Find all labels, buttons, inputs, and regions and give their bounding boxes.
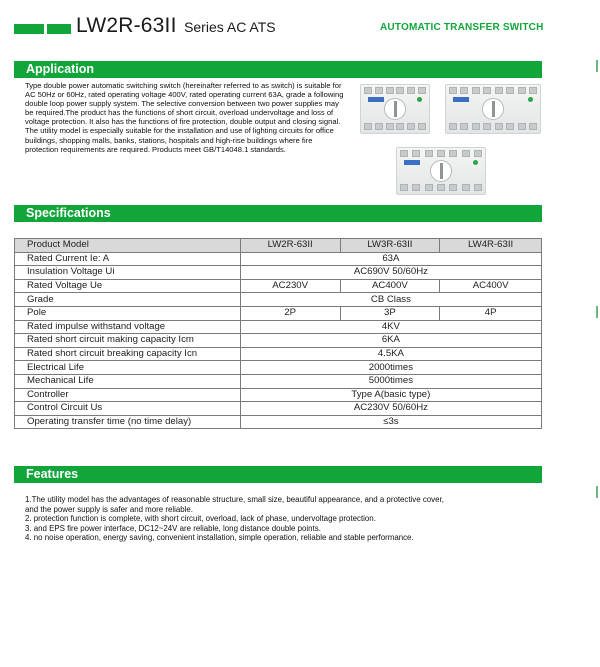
row-value: 5000times	[240, 374, 541, 388]
product-photo	[396, 147, 486, 195]
row-label: Mechanical Life	[15, 374, 241, 388]
row-label: Rated impulse withstand voltage	[15, 320, 241, 334]
selector-knob-icon	[384, 98, 406, 120]
feature-item: 2. protection function is complete, with short circuit, overload, lack of phase, undervoltage protection.	[25, 514, 376, 524]
features-heading-bar	[14, 466, 542, 483]
table-row	[15, 347, 542, 361]
page-title	[76, 14, 276, 38]
specifications-heading-bar	[14, 205, 542, 222]
specifications-table	[14, 238, 542, 429]
table-row	[15, 320, 542, 334]
table-row	[15, 361, 542, 375]
row-label: Grade	[15, 293, 241, 307]
page-header	[14, 14, 600, 44]
table-row	[15, 388, 542, 402]
row-value: AC230V 50/60Hz	[240, 402, 541, 416]
row-value: CB Class	[240, 293, 541, 307]
column-header: Product Model	[15, 239, 241, 253]
header-tagline: AUTOMATIC TRANSFER SWITCH	[380, 22, 544, 33]
features-heading: Features	[26, 467, 79, 481]
row-value: 4P	[440, 306, 542, 320]
selector-knob-icon	[482, 98, 504, 120]
table-row	[15, 279, 542, 293]
series-name: Series AC ATS	[184, 19, 276, 35]
table-header-row	[15, 239, 542, 253]
row-value: 4KV	[240, 320, 541, 334]
features-list	[25, 495, 445, 543]
row-label: Operating transfer time (no time delay)	[15, 415, 241, 429]
product-photo	[445, 84, 541, 134]
edge-mark	[596, 306, 598, 318]
row-label: Insulation Voltage Ui	[15, 266, 241, 280]
row-label: Rated short circuit making capacity Icm	[15, 334, 241, 348]
row-label: Rated short circuit breaking capacity Icn	[15, 347, 241, 361]
row-label: Rated Voltage Ue	[15, 279, 241, 293]
feature-item: 1.The utility model has the advantages of reasonable structure, small size, beautiful appearance, and a protective cover, and the power supply is safer and more reliable.	[25, 495, 444, 514]
table-row	[15, 306, 542, 320]
row-label: Electrical Life	[15, 361, 241, 375]
row-value: 2000times	[240, 361, 541, 375]
header-accent-bar	[47, 24, 71, 34]
table-row	[15, 252, 542, 266]
table-row	[15, 402, 542, 416]
header-accent-bar	[14, 24, 44, 34]
application-heading: Application	[26, 62, 95, 76]
row-label: Pole	[15, 306, 241, 320]
row-label: Rated Current Ie: A	[15, 252, 241, 266]
selector-knob-icon	[430, 160, 452, 182]
row-value: 4.5KA	[240, 347, 541, 361]
edge-mark	[596, 60, 598, 72]
column-header: LW4R-63II	[440, 239, 542, 253]
application-heading-bar	[14, 61, 542, 78]
row-value: ≤3s	[240, 415, 541, 429]
application-text: Type double power automatic switching switch (hereinafter referred to as switch) is suitable for AC 50Hz or 60Hz, rated operating voltage 400V, rated operating current 63A, grade a following double loop power supply system. The selective conversion between two power supplies may be required.The product has the functions of short circuit, overload undervoltage and loss of voltage protection. It also has the functions of fire protection, double output and closing signal. The utility model is especially suitable for the installation and use of lighting circuits for office buildings, shopping malls, banks, stations, hospitals and high-rise buildings where fire protection requirements are required. Products meet GB/T14048.1 standards.	[25, 81, 344, 154]
table-row	[15, 374, 542, 388]
table-row	[15, 266, 542, 280]
table-row	[15, 293, 542, 307]
row-value: AC400V	[440, 279, 542, 293]
table-row	[15, 415, 542, 429]
row-value: Type A(basic type)	[240, 388, 541, 402]
product-photo	[360, 84, 430, 134]
row-value: AC400V	[340, 279, 440, 293]
specifications-heading: Specifications	[26, 206, 111, 220]
row-value: 6KA	[240, 334, 541, 348]
table-row	[15, 334, 542, 348]
row-value: 2P	[240, 306, 340, 320]
column-header: LW3R-63II	[340, 239, 440, 253]
edge-mark	[596, 486, 598, 498]
column-header: LW2R-63II	[240, 239, 340, 253]
row-label: Controller	[15, 388, 241, 402]
model-name: LW2R-63II	[76, 14, 177, 37]
row-value: AC230V	[240, 279, 340, 293]
row-label: Control Circuit Us	[15, 402, 241, 416]
feature-item: 3. and EPS fire power interface, DC12~24V are reliable, long distance double points.	[25, 523, 321, 533]
row-value: 63A	[240, 252, 541, 266]
row-value: 3P	[340, 306, 440, 320]
row-value: AC690V 50/60Hz	[240, 266, 541, 280]
feature-item: 4. no noise operation, energy saving, convenient installation, simple operation, reliable and stable performance.	[25, 533, 414, 543]
